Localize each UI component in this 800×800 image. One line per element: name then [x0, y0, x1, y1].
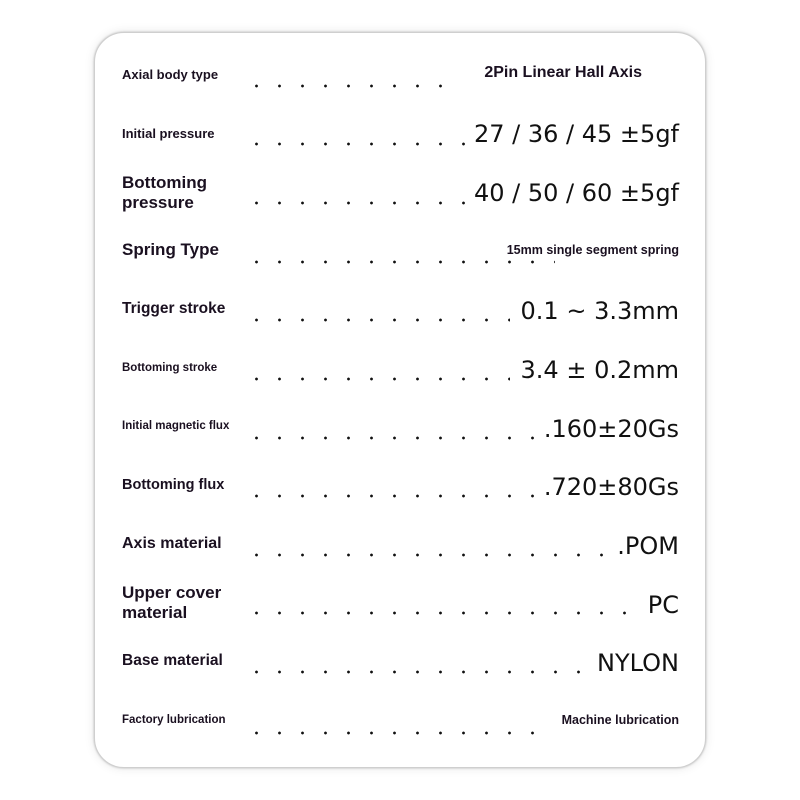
spec-row-bottoming-flux — [95, 471, 707, 511]
dot-leader — [245, 731, 535, 735]
dot-leader — [245, 494, 535, 498]
spec-value: PC — [647, 591, 679, 619]
spec-value: 2Pin Linear Hall Axis — [484, 64, 642, 81]
spec-label: Axis material — [122, 535, 222, 552]
spec-label: Spring Type — [122, 240, 219, 259]
spec-label: Initial magnetic flux — [122, 420, 230, 432]
dot-leader — [245, 553, 605, 557]
spec-label: Bottoming flux — [122, 477, 225, 493]
spec-row-trigger-stroke — [95, 295, 707, 335]
spec-label: Upper cover material — [122, 583, 222, 622]
spec-label: Base material — [122, 652, 223, 669]
spec-label: Initial pressure — [122, 126, 215, 141]
spec-sheet-card — [94, 32, 706, 768]
dot-leader — [245, 260, 555, 264]
dot-leader — [245, 436, 535, 440]
spec-value: .160±20Gs — [543, 415, 679, 443]
spec-row-factory-lubrication — [95, 708, 707, 748]
spec-value: 3.4 ± 0.2mm — [520, 356, 679, 384]
spec-row-bottoming-stroke — [95, 354, 707, 394]
dot-leader — [245, 377, 510, 381]
spec-value: .720±80Gs — [543, 473, 679, 501]
spec-row-base-material — [95, 647, 707, 687]
dot-leader — [245, 84, 443, 88]
dot-leader — [245, 201, 465, 205]
spec-label: Trigger stroke — [122, 300, 226, 317]
dot-leader — [245, 611, 627, 615]
dot-leader — [245, 670, 581, 674]
spec-value: 27 / 36 / 45 ±5gf — [474, 120, 679, 148]
spec-label: Factory lubrication — [122, 714, 226, 726]
spec-label: Bottoming stroke — [122, 362, 218, 374]
spec-value: 15mm single segment spring — [506, 243, 679, 257]
spec-row-axial-body-type — [95, 61, 707, 101]
spec-row-upper-cover-material — [95, 583, 707, 627]
spec-value: 0.1 ~ 3.3mm — [520, 297, 679, 325]
spec-row-spring-type — [95, 237, 707, 277]
spec-label: Bottoming pressure — [122, 173, 207, 212]
dot-leader — [245, 318, 510, 322]
spec-row-axis-material — [95, 530, 707, 570]
spec-row-initial-magnetic-flux — [95, 413, 707, 453]
spec-value: 40 / 50 / 60 ±5gf — [474, 179, 679, 207]
dot-leader — [245, 142, 465, 146]
spec-label: Axial body type — [122, 67, 219, 82]
spec-row-initial-pressure — [95, 119, 707, 159]
spec-value: NYLON — [597, 649, 679, 677]
spec-row-bottoming-pressure — [95, 173, 707, 217]
spec-value: .POM — [617, 532, 679, 560]
spec-value: Machine lubrication — [561, 713, 679, 727]
